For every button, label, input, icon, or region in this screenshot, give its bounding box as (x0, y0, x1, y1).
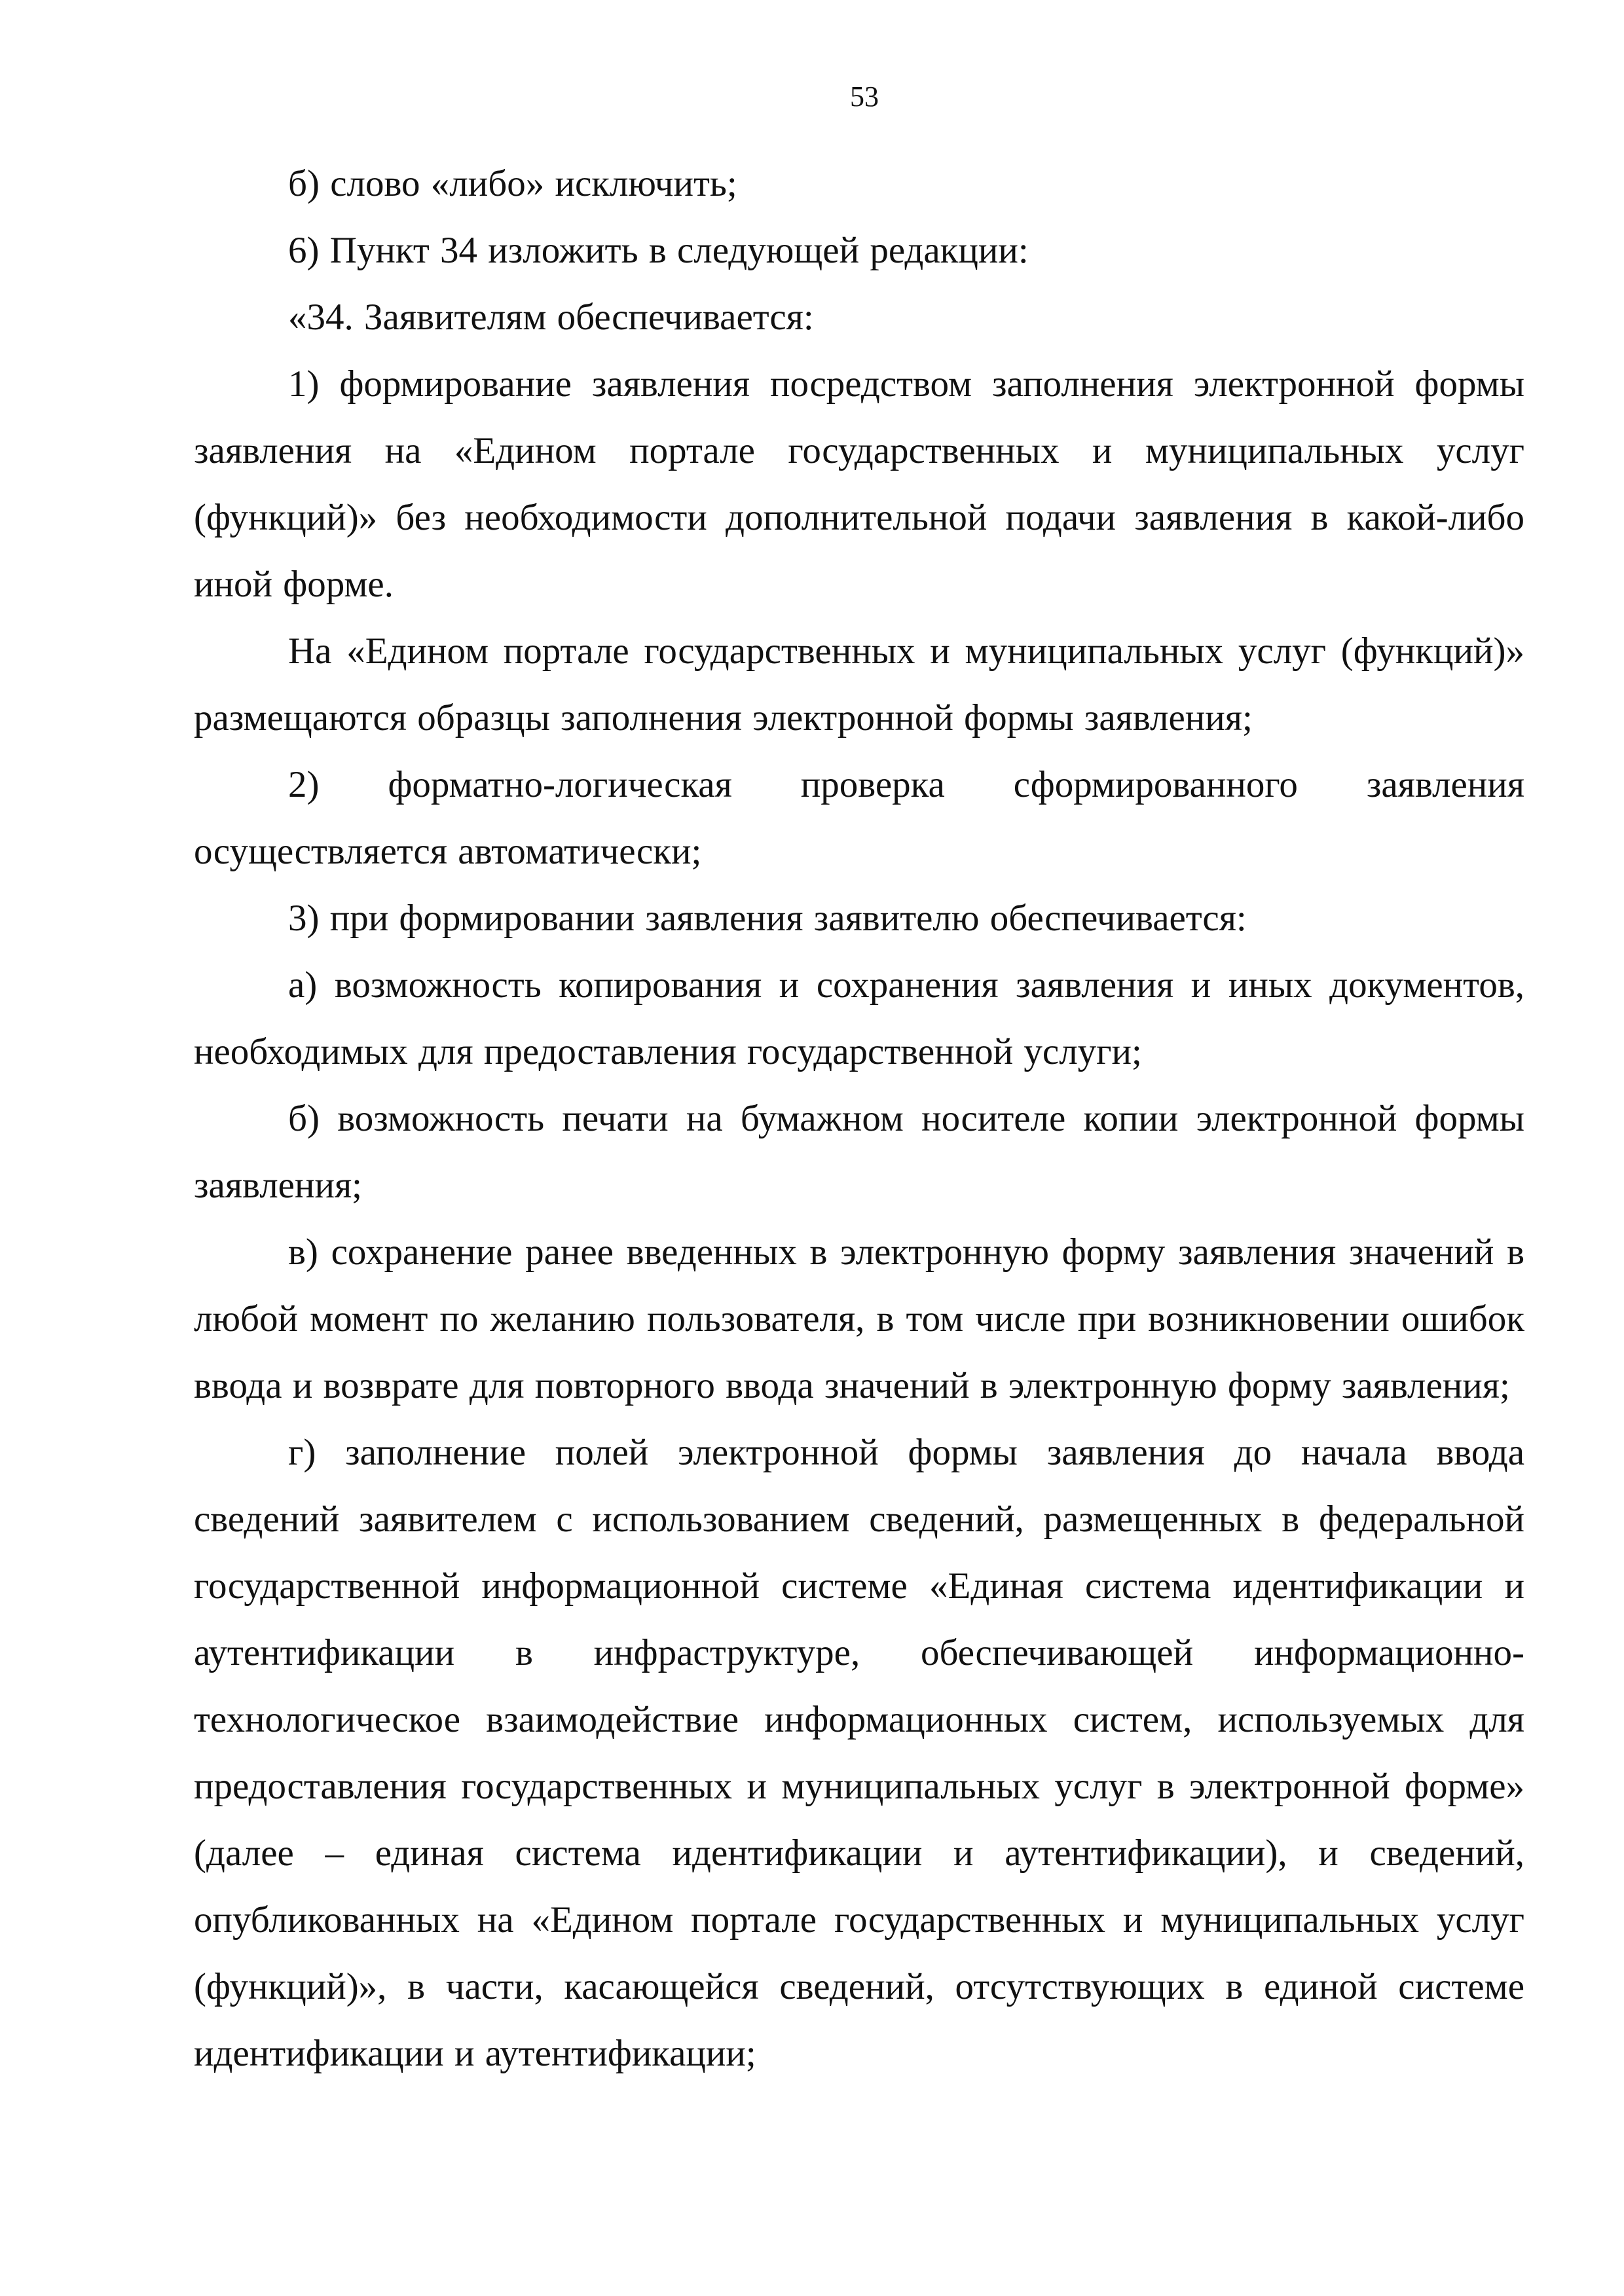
paragraph-portal-samples: На «Едином портале государственных и муниципальных услуг (функций)» размещаются образцы заполнения электронной формы заявления; (194, 630, 1524, 738)
paragraph-2-format-check: 2) форматно-логическая проверка сформированного заявления осуществляется автоматически; (194, 764, 1524, 872)
paragraph-1-application-forming: 1) формирование заявления посредством заполнения электронной формы заявления на «Едином портале государственных и муниципальных услуг (функций)» без необходимости дополнительной подачи заявления в какой-либо иной форме. (194, 363, 1524, 605)
paragraph-v-save-values: в) сохранение ранее введенных в электронную форму заявления значений в любой момент по желанию пользователя, в том числе при возникновении ошибок ввода и возврате для повторного ввода значений в электронную форму заявления; (194, 1231, 1524, 1406)
paragraph-3-when-forming: 3) при формировании заявления заявителю обеспечивается: (288, 898, 1247, 939)
paragraph-g-fill-fields: г) заполнение полей электронной формы заявления до начала ввода сведений заявителем с использованием сведений, размещенных в федеральной государственной информационной системе «Единая система идентификации и аутентификации в инфраструктуре, обеспечивающей информационно-технологическое взаимодействие информационных систем, используемых для предоставления государственных и муниципальных услуг в электронной форме» (далее – единая система идентификации и аутентификации), и сведений, опубликованных на «Едином портале государственных и муниципальных услуг (функций)», в части, касающейся сведений, отсутствующих в единой системе идентификации и аутентификации; (194, 1432, 1524, 2074)
document-body (194, 151, 1524, 2087)
paragraph-b-exclude-word: б) слово «либо» исключить; (288, 163, 737, 204)
paragraph-b-print: б) возможность печати на бумажном носителе копии электронной формы заявления; (194, 1098, 1524, 1206)
paragraph-a-copy-save: а) возможность копирования и сохранения заявления и иных документов, необходимых для предоставления государственной услуги; (194, 964, 1524, 1072)
paragraph-34-heading: «34. Заявителям обеспечивается: (288, 297, 814, 338)
page-number: 53 (850, 81, 879, 113)
paragraph-6-amend-item-34: 6) Пункт 34 изложить в следующей редакции: (288, 230, 1029, 271)
